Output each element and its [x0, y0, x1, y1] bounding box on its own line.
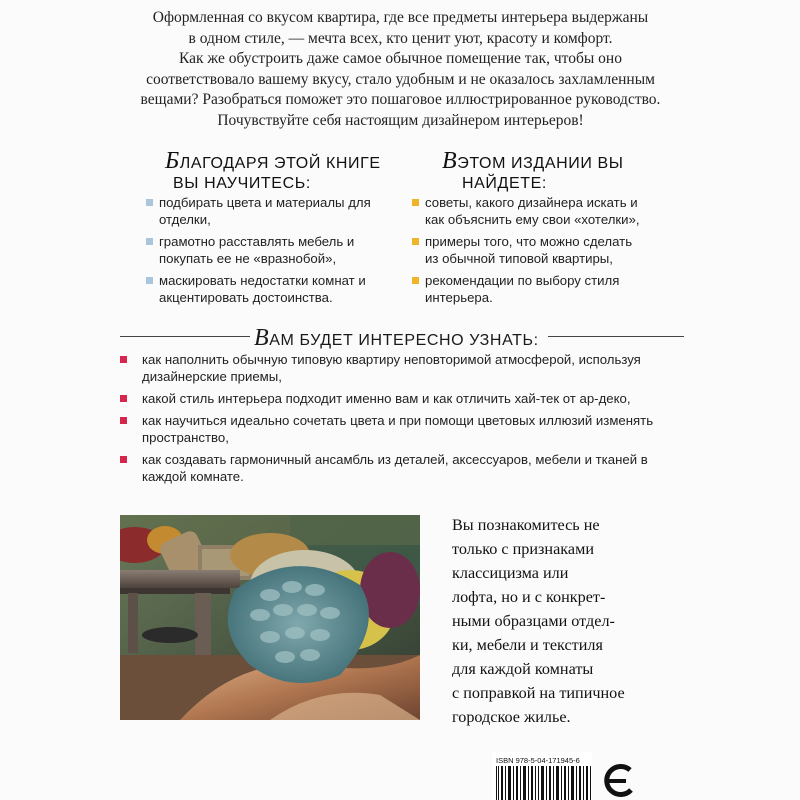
list-item: советы, какого дизайнера искать и как объяснить ему свои «хотелки», [412, 195, 682, 228]
right-column-list [412, 195, 682, 312]
intro-line: соответствовало вашему вкусу, стало удобным и не оказалось захламленным [146, 70, 655, 88]
divider-right [548, 336, 684, 337]
list-item: примеры того, что можно сделать из обычной типовой квартиры, [412, 234, 682, 267]
intro-line: вещами? Разобраться поможет это пошаговое иллюстрированное руководство. [140, 91, 661, 108]
interior-photo [120, 515, 420, 720]
right-column-heading: ВЭТОМ ИЗДАНИИ ВЫ НАЙДЕТЕ: [442, 148, 624, 192]
left-column-heading: БЛАГОДАРЯ ЭТОЙ КНИГЕ ВЫ НАУЧИТЕСЬ: [165, 148, 381, 192]
intro-line: Почувствуйте себя настоящим дизайнером интерьеров! [217, 111, 584, 129]
list-item: как научиться идеально сочетать цвета и при помощи цветовых иллюзий изменять пространство, [120, 412, 690, 446]
barcode-icon [496, 766, 592, 800]
square-bullet-icon [146, 277, 153, 284]
intro-line: Оформленная со вкусом квартира, где все предметы интерьера выдержаны [152, 9, 649, 26]
wide-section-heading: ВАМ БУДЕТ ИНТЕРЕСНО УЗНАТЬ: [254, 325, 539, 351]
intro-text [128, 8, 673, 131]
eksmo-logo [600, 762, 636, 800]
square-bullet-icon [412, 277, 419, 284]
wide-section-list [120, 351, 690, 490]
list-item: грамотно расставлять мебель и покупать ее не «вразнобой», [146, 234, 386, 267]
list-item: как наполнить обычную типовую квартиру неповторимой атмосферой, используя дизайнерские приемы, [120, 351, 690, 385]
square-bullet-icon [412, 238, 419, 245]
square-bullet-icon [120, 417, 127, 424]
isbn-label: ISBN 978-5-04-171945-6 [496, 756, 580, 765]
square-bullet-icon [120, 395, 127, 402]
list-item: какой стиль интерьера подходит именно вам и как отличить хай-тек от ар-деко, [120, 390, 690, 407]
intro-line: в одном стиле, — мечта всех, кто ценит уют, красоту и комфорт. [188, 29, 613, 47]
square-bullet-icon [120, 456, 127, 463]
list-item: маскировать недостатки комнат и акцентировать достоинства. [146, 273, 386, 306]
square-bullet-icon [120, 356, 127, 363]
list-item: как создавать гармоничный ансамбль из деталей, аксессуаров, мебели и тканей в каждой комнате. [120, 451, 690, 485]
square-bullet-icon [146, 199, 153, 206]
side-text: Вы познакомитесь не только с признаками классицизма или лофта, но и с конкрет- ными образцами отдел- ки, мебели и текстиля для каждой комнаты с поправкой на типичное городское жилье. [452, 516, 625, 726]
intro-line: Как же обустроить даже самое обычное помещение так, чтобы оно [179, 50, 622, 67]
list-item: подбирать цвета и материалы для отделки, [146, 195, 386, 228]
divider-left [120, 336, 250, 337]
square-bullet-icon [146, 238, 153, 245]
left-column-list [146, 195, 386, 312]
list-item: рекомендации по выбору стиля интерьера. [412, 273, 682, 306]
square-bullet-icon [412, 199, 419, 206]
